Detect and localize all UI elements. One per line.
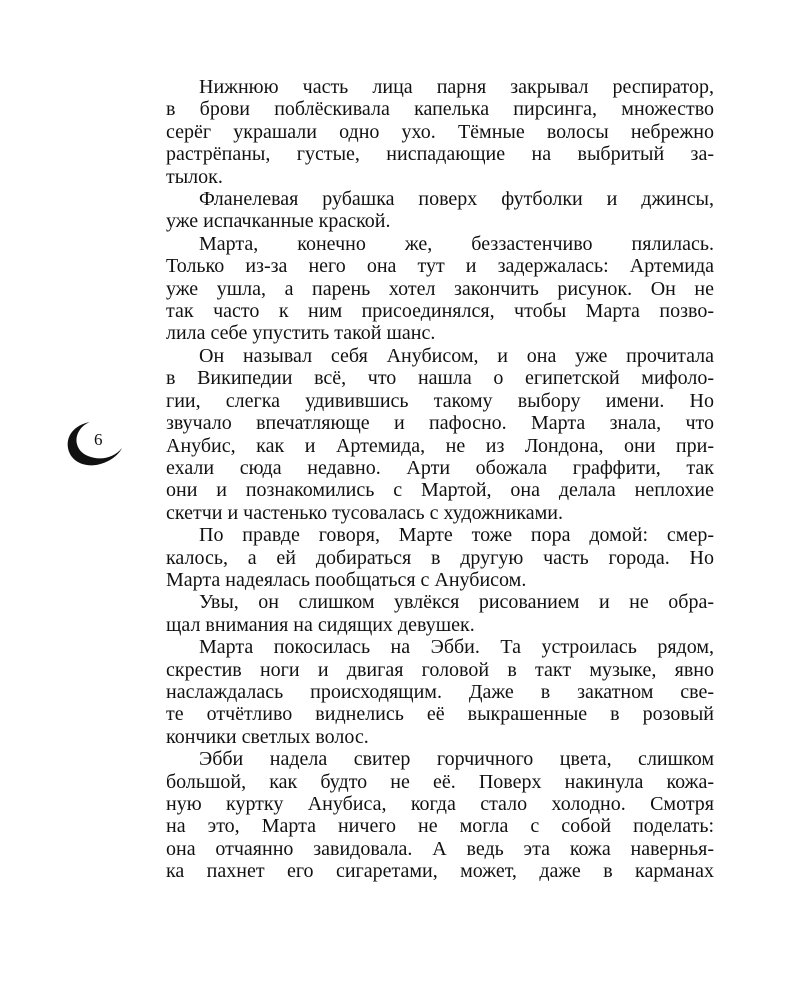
text-line: они и познакомились с Мартой, она делала неплохие [166, 479, 714, 502]
text-line: Увы, он слишком увлёкся рисованием и не обра- [199, 591, 714, 614]
text-line: Он называл себя Анубисом, и она уже прочитала [199, 344, 714, 367]
text-line: По правде говоря, Марте тоже пора домой: смер- [199, 524, 714, 547]
text-line: серёг украшали одно ухо. Тёмные волосы небрежно [166, 120, 714, 143]
text-line: наслаждалась происходящим. Даже в закатном све- [166, 680, 714, 703]
text-line: Марта надеялась пообщаться с Анубисом. [166, 568, 527, 591]
text-line: ка пахнет его сигаретами, может, даже в карманах [166, 860, 714, 883]
text-line: она отчаянно завидовала. А ведь эта кожа навернья- [166, 837, 714, 860]
text-line: скрестив ноги и двигая головой в такт музыке, явно [166, 658, 714, 681]
text-line: растрёпаны, густые, ниспадающие на выбритый за- [166, 143, 714, 166]
text-line: уже ушла, а парень хотел закончить рисунок. Он не [166, 277, 714, 300]
text-line: лила себе упустить такой шанс. [166, 322, 436, 345]
page-number: 6 [94, 430, 103, 449]
text-line: большой, как будто не её. Поверх накинула кожа- [166, 770, 714, 793]
text-line: щал внимания на сидящих девушек. [166, 613, 475, 636]
text-line: звучало впечатляюще и пафосно. Марта знала, что [166, 412, 714, 435]
text-line: Нижнюю часть лица парня закрывал респиратор, [199, 76, 714, 98]
text-line: так часто к ним присоединялся, чтобы Марта позво- [166, 300, 714, 323]
text-line: скетчи и частенько тусовалась с художниками. [166, 501, 563, 524]
text-line: Марта, конечно же, беззастенчиво пялилась. [199, 232, 714, 255]
text-line: Только из-за него она тут и задержалась: Артемида [166, 255, 714, 278]
text-line: на это, Марта ничего не могла с собой поделать: [166, 815, 714, 838]
text-line: калось, а ей добираться в другую часть города. Но [166, 546, 714, 569]
text-line: те отчётливо виднелись её выкрашенные в розовый [166, 703, 714, 726]
text-line: гии, слегка удивившись такому выбору имени. Но [166, 389, 714, 412]
text-line: тылок. [166, 165, 223, 188]
text-line: Эбби надела свитер горчичного цвета, слишком [199, 748, 714, 771]
text-line: Анубис, как и Артемида, не из Лондона, они при- [166, 434, 714, 457]
text-line: кончики светлых волос. [166, 725, 369, 748]
text-line: ную куртку Анубиса, когда стало холодно. Смотря [166, 793, 714, 815]
text-line: в брови поблёскивала капелька пирсинга, множество [166, 98, 714, 121]
text-line: в Википедии всё, что нашла о египетской мифоло- [166, 367, 714, 390]
text-line: уже испачканные краской. [166, 210, 391, 233]
text-line: ехали сюда недавно. Арти обожала граффити, так [166, 456, 714, 479]
body-text [166, 76, 714, 883]
text-line: Фланелевая рубашка поверх футболки и джинсы, [199, 188, 714, 211]
text-line: Марта покосилась на Эбби. Та устроилась рядом, [199, 636, 714, 659]
